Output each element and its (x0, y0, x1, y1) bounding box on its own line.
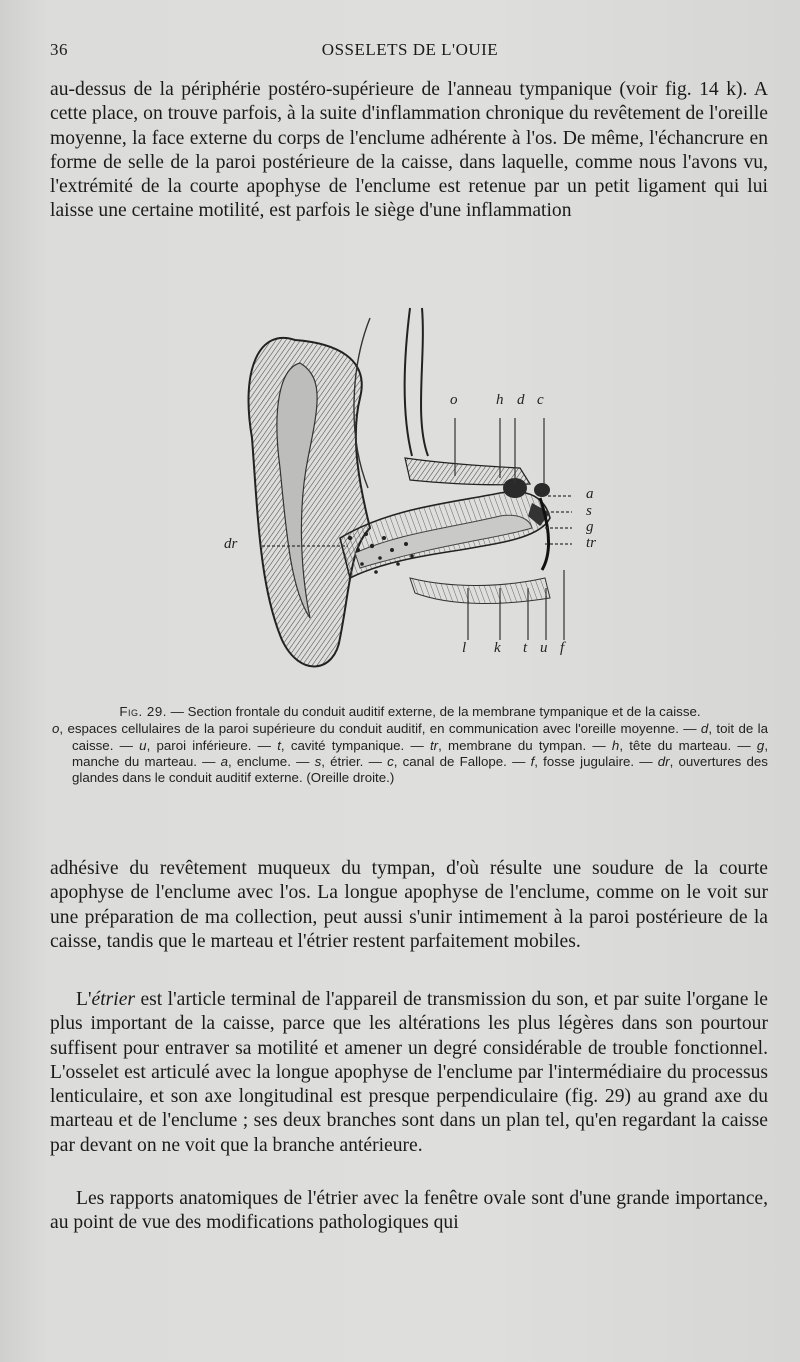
vertical-strand-right (421, 308, 428, 456)
legend-key: f (530, 753, 535, 769)
paragraph-1: au-dessus de la périphérie postéro-supérieure de l'anneau tympanique (voir fig. 14 k). A cette place, on trouve parfois, à la suite d'inflammation chronique du revêtement de l'oreille moyenne, la face externe du corps de l'enclume adhérente à l'os. De même, l'échancrure en forme de selle de la paroi postérieure de la caisse, dans laquelle, comme nous l'avons vu, l'extrémité de la courte apophyse de l'enclume est retenue par un petit ligament qui lui laisse une certaine motilité, est parfois le siège d'une inflammation (50, 79, 768, 222)
ear-section-engraving (200, 288, 620, 684)
legend-text: , espaces cellulaires de la paroi supérieure du conduit auditif, en communication avec l'oreille moyenne. — (59, 721, 701, 737)
label-t: t (523, 640, 528, 656)
label-f: f (560, 640, 565, 656)
paragraph-3 (50, 988, 768, 1158)
label-u: u (540, 640, 548, 656)
caption-prefix: Fig. 29. (119, 704, 167, 719)
legend-text: , enclume. — (228, 753, 315, 769)
legend-text: , tête du marteau. — (619, 737, 757, 753)
label-dr: dr (224, 536, 238, 552)
paragraph-2: adhésive du revêtement muqueux du tympan, d'où résulte une soudure de la courte apophyse de l'enclume avec l'os. La longue apophyse de l'enclume, comme on le voit sur une préparation de ma collection, peut aussi s'unir intimement à la paroi postérieure de la caisse, tandis que le marteau et l'étrier restent parfaitement mobiles. (50, 858, 768, 952)
legend-text: , paroi inférieure. — (146, 737, 278, 753)
running-title: OSSELETS DE L'OUIE (321, 40, 499, 59)
legend-key: g (756, 737, 765, 753)
legend-text: , cavité tympanique. — (280, 737, 430, 753)
incus-shape (534, 483, 550, 497)
vertical-strand-left (405, 308, 412, 456)
p3-rest: est l'article terminal de l'appareil de transmission du son, et par suite l'organe le plus important de la caisse, parce que les altérations les plus légères dans son pourtour suffisent pour entraver sa motilité et amener un degré considérable de trouble fonctionnel. L'osselet est articulé avec la longue apophyse de l'enclume par l'intermédiaire du processus lenticulaire, et son axe longitudinal est presque perpendiculaire (fig. 29) au grand axe du marteau et de l'enclume ; ses deux branches sont dans un plan tel, qu'en regardant la caisse par devant on ne voit que la branche antérieure. (50, 989, 768, 1156)
legend-key: u (139, 737, 147, 753)
legend-key: tr (429, 737, 439, 753)
label-g: g (586, 519, 594, 535)
legend-text: , étrier. — (321, 753, 388, 769)
p3-lead: L' (76, 989, 92, 1010)
label-k: k (494, 640, 501, 656)
figure-29-ear-section (200, 288, 620, 684)
caption-title (52, 704, 768, 720)
legend-key: dr (657, 753, 670, 769)
legend-key: a (220, 753, 229, 769)
legend-key: t (277, 737, 281, 753)
legend-text: , toit de la caisse. — (72, 721, 768, 753)
paragraph-4: Les rapports anatomiques de l'étrier avec la fenêtre ovale sont d'une grande importance, au point de vue des modifications pathologiques qui (50, 1188, 768, 1234)
running-header (50, 40, 770, 66)
label-tr: tr (586, 535, 597, 551)
caption-title-text: — Section frontale du conduit auditif externe, de la membrane tympanique et de la caisse. (166, 704, 701, 719)
legend-key: o (52, 721, 60, 737)
label-l: l (462, 640, 467, 656)
figure-caption (52, 704, 768, 786)
legend-text: , fosse jugulaire. — (534, 753, 658, 769)
legend-text: , ouvertures des glandes dans le conduit auditif externe. (Oreille droite.) (72, 753, 768, 786)
term-etrier: étrier (91, 989, 136, 1010)
page-number: 36 (50, 40, 68, 59)
caption-legend (52, 721, 768, 786)
legend-text: , membrane du tympan. — (438, 737, 612, 753)
legend-key: d (700, 721, 709, 737)
legend-key: h (611, 737, 620, 753)
label-o: o (450, 392, 458, 408)
legend-text: , canal de Fallope. — (393, 753, 531, 769)
lower-wall (410, 578, 550, 603)
label-c: c (537, 392, 544, 408)
legend-key: c (387, 753, 394, 769)
legend-key: s (314, 753, 322, 769)
legend-text: , manche du marteau. — (72, 737, 769, 769)
label-h: h (496, 392, 504, 408)
label-d: d (517, 392, 525, 408)
label-a: a (586, 486, 594, 502)
label-s: s (586, 503, 592, 519)
